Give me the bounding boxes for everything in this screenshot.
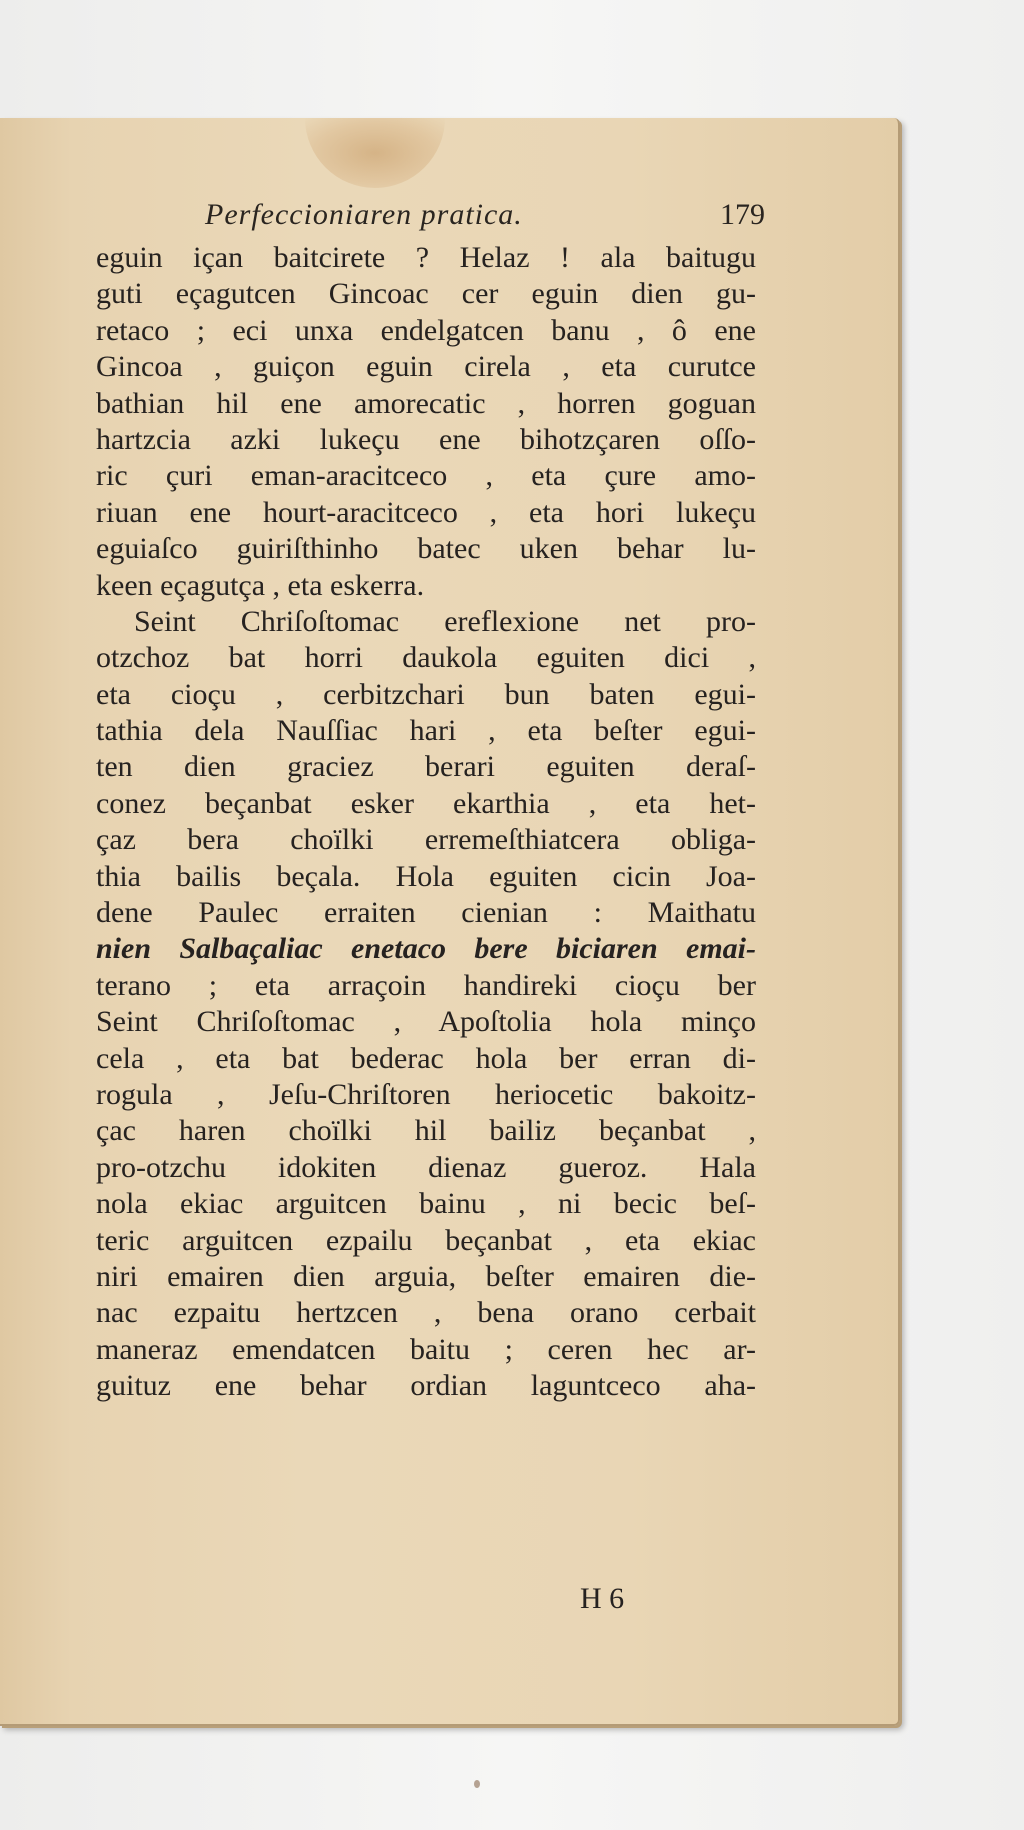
text-line: guituz ene behar ordian laguntceco aha- [96,1369,756,1403]
running-title: Perfeccioniaren pratica. [205,198,523,231]
page-number: 179 [720,198,765,231]
text-line: dene Paulec erraiten cienian : Maithatu [96,896,756,930]
text-line: eguiaſco guiriſthinho batec uken behar lu- [96,532,756,566]
text-line: rogula , Jeſu-Chriſtoren heriocetic bakoitz- [96,1077,756,1111]
text-line: otzchoz bat horri daukola eguiten dici , [96,641,756,675]
text-line: Seint Chriſoſtomac ereflexione net pro- [134,604,756,638]
text-line: tathia dela Nauſſiac hari , eta beſter egui- [96,714,756,748]
book-page [0,118,900,1726]
text-line: eta cioçu , cerbitzchari bun baten egui- [96,677,756,711]
text-line: keen eçagutça , eta eskerra. [96,568,425,602]
text-line: ric çuri eman-aracitceco , eta çure amo- [96,459,756,493]
text-line: cela , eta bat bederac hola ber erran di- [96,1041,756,1075]
text-line: guti eçagutcen Gincoac cer eguin dien gu- [96,277,756,311]
text-line: terano ; eta arraçoin handireki cioçu ber [96,968,756,1002]
ink-speck [474,1780,480,1788]
text-line: niri emairen dien arguia, beſter emairen die- [96,1259,756,1293]
text-line: teric arguitcen ezpailu beçanbat , eta ekiac [96,1223,756,1257]
text-line: Gincoa , guiçon eguin cirela , eta curutce [96,350,756,384]
body-text [96,240,756,1405]
text-line: eguin içan baitcirete ? Helaz ! ala baitugu [96,241,756,274]
text-line: çac haren choïlki hil bailiz beçanbat , [96,1114,756,1148]
text-line: ten dien graciez berari eguiten deraſ- [96,750,756,784]
text-line-italic: nien Salbaçaliac enetaco bere biciaren emai- [96,932,756,966]
text-line: nola ekiac arguitcen bainu , ni becic beſ- [96,1187,756,1221]
text-line: hartzcia azki lukeçu ene bihotzçaren oſſo- [96,422,756,456]
page-stain [305,118,445,188]
text-line: Seint Chriſoſtomac , Apoſtolia hola minço [96,1005,756,1039]
signature-mark: H 6 [580,1582,625,1615]
text-line: retaco ; eci unxa endelgatcen banu , ô ene [96,313,756,347]
text-line: maneraz emendatcen baitu ; ceren hec ar- [96,1332,756,1366]
text-line: çaz bera choïlki erremeſthiatcera obliga- [96,823,756,857]
text-line: bathian hil ene amorecatic , horren goguan [96,386,756,420]
text-line: conez beçanbat esker ekarthia , eta het- [96,786,756,820]
text-line: thia bailis beçala. Hola eguiten cicin Joa- [96,859,756,893]
text-line: nac ezpaitu hertzcen , bena orano cerbait [96,1296,756,1330]
text-line: pro-otzchu idokiten dienaz gueroz. Hala [96,1150,756,1184]
running-head [205,198,765,238]
text-line: riuan ene hourt-aracitceco , eta hori lukeçu [96,495,756,529]
